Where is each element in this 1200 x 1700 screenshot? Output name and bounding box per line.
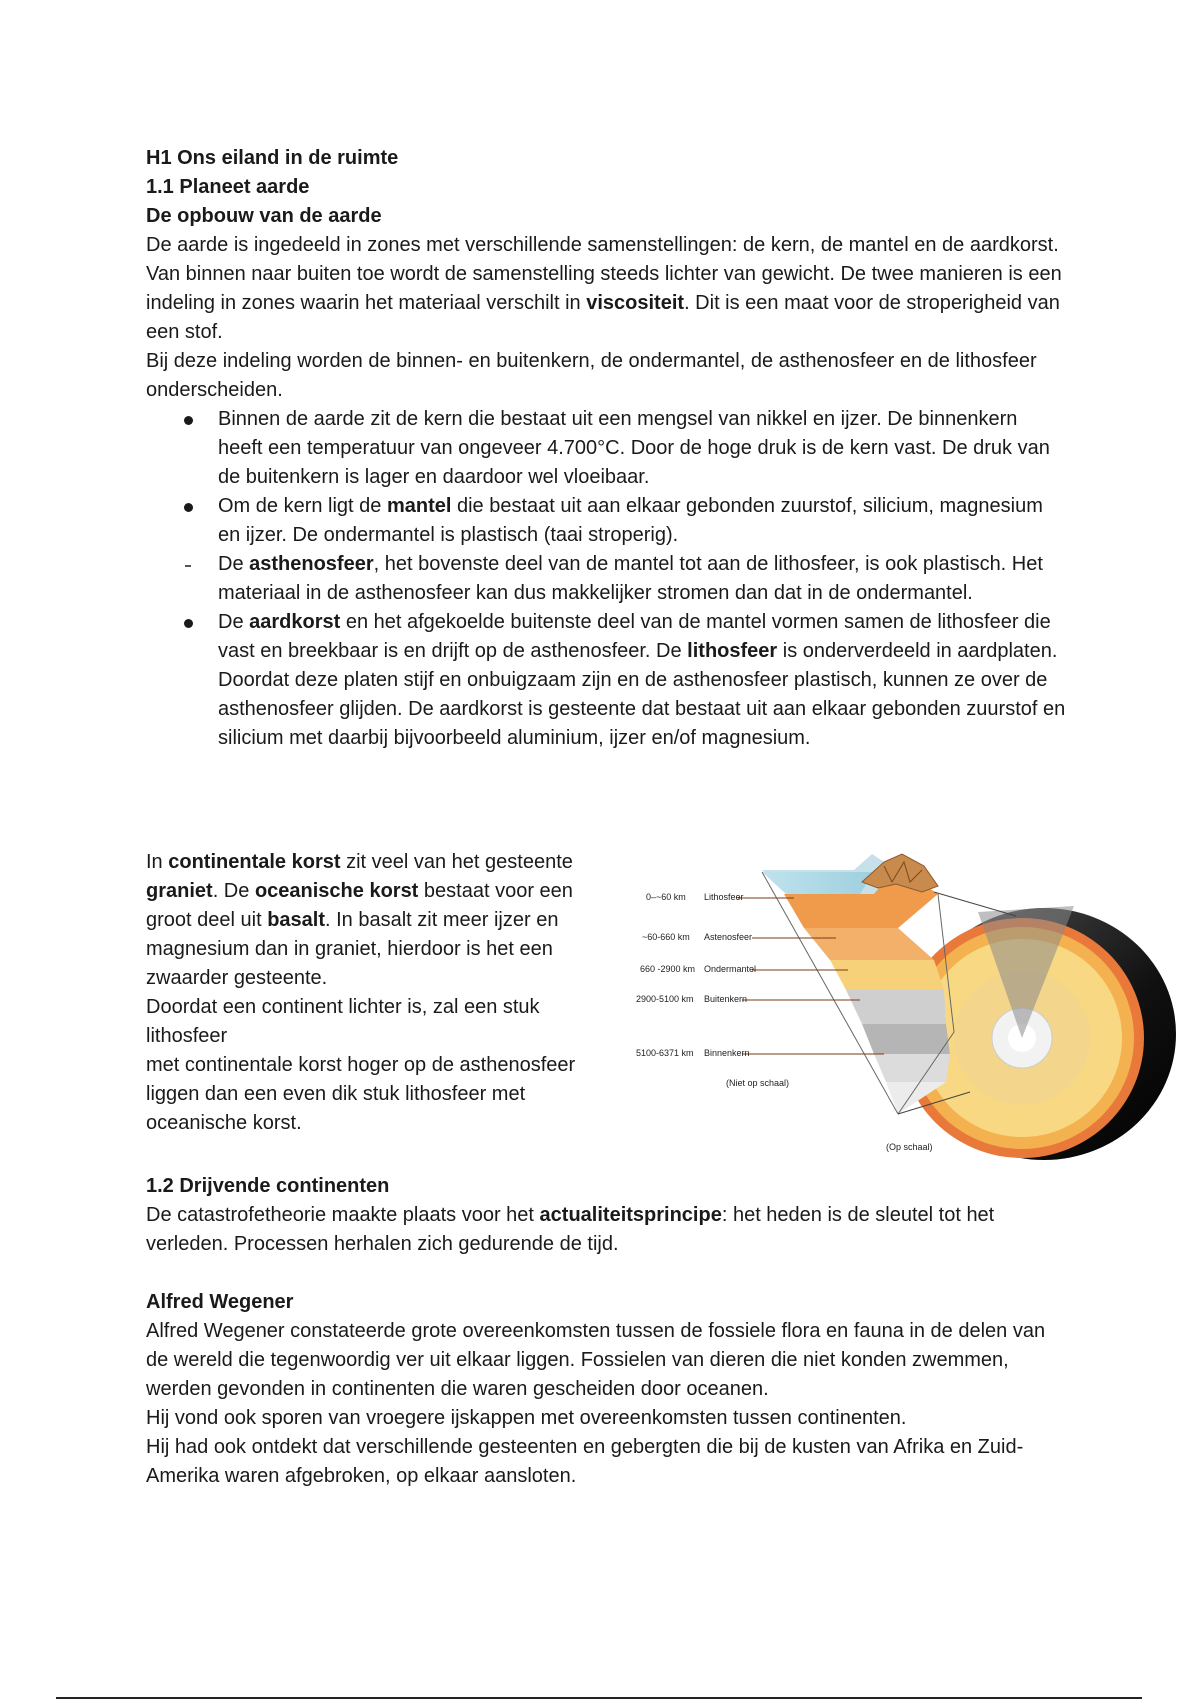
- subheading-opbouw: De opbouw van de aarde: [146, 205, 382, 227]
- text-run: . De: [212, 880, 255, 902]
- text-run: zit veel van het gesteente: [340, 851, 573, 873]
- paragraph-wegener-3: Hij had ook ontdekt dat verschillende gesteenten en gebergten die bij de kusten van Afrika en Zuid-Amerika waren afgebroken, op elkaar aansloten.: [146, 1436, 1024, 1487]
- crust-section: [146, 848, 616, 1138]
- earth-layers-figure: [634, 852, 1180, 1162]
- section-title-1-2: 1.2 Drijvende continenten: [146, 1175, 390, 1197]
- text-run: Om de kern ligt de: [218, 495, 387, 517]
- layer-name-label: Astenosfeer: [704, 932, 753, 942]
- list-item: [146, 492, 1066, 550]
- document-body: [146, 144, 1066, 753]
- bold-term-graniet: graniet: [146, 880, 213, 902]
- list-item: [146, 608, 1066, 753]
- layer-depth-label: 660 -2900 km: [640, 964, 696, 974]
- paragraph-wegener-1: Alfred Wegener constateerde grote overeenkomsten tussen de fossiele flora en fauna in de delen van de wereld die tegenwoordig ver uit elkaar liggen. Fossielen van dieren die niet konden zwemmen, werden gevonden in continenten die waren gescheiden door oceanen.: [146, 1320, 1046, 1400]
- text-run: De: [218, 611, 250, 633]
- text-run: . Dit is een maat voor de stroperigheid van een stof.: [146, 292, 1060, 343]
- bold-term-basalt: basalt: [267, 909, 326, 931]
- text-run: bestaat voor een groot deel uit: [146, 880, 573, 931]
- text-run: is onderverdeeld in aardplaten. Doordat deze platen stijf en onbuigzaam zijn en de asthenosfeer plastisch, kunnen ze over de asthenosfeer glijden. De aardkorst is gesteente dat bestaat uit aan elkaar gebonden zuurstof en silicium met daarbij bijvoorbeeld aluminium, ijzer en/of magnesium.: [218, 640, 1066, 749]
- paragraph-indeling: Bij deze indeling worden de binnen- en buitenkern, de ondermantel, de asthenosfeer en de lithosfeer onderscheiden.: [146, 350, 1037, 401]
- bold-term-mantel: mantel: [386, 495, 452, 517]
- bold-term-viscositeit: viscositeit: [586, 292, 685, 314]
- text-run: , het bovenste deel van de mantel tot aan de lithosfeer, is ook plastisch. Het materiaal in de asthenosfeer kan dus makkelijker stromen dan dat in de ondermantel.: [218, 553, 1043, 604]
- text-run: De catastrofetheorie maakte plaats voor het: [146, 1204, 540, 1226]
- layer-depth-label: 0–~60 km: [646, 892, 686, 902]
- not-to-scale-label: (Niet op schaal): [726, 1078, 790, 1088]
- page-bottom-rule: [56, 1697, 1142, 1699]
- spacer: [146, 1259, 1066, 1288]
- layer-depth-label: 5100-6371 km: [636, 1048, 694, 1058]
- bold-term-lithosfeer: lithosfeer: [687, 640, 778, 662]
- section-title-1-1: 1.1 Planeet aarde: [146, 176, 310, 198]
- layer-name-label: Buitenkern: [704, 994, 748, 1004]
- paragraph-zones: [146, 231, 1066, 347]
- layer-list: [146, 405, 1066, 753]
- layer-name-label: Binnenkern: [704, 1048, 750, 1058]
- text-run: en het afgekoelde buitenste deel van de mantel vormen samen de lithosfeer die vast en breekbaar is en drijft op de asthenosfeer. De: [218, 611, 1051, 662]
- layer-depth-label: 2900-5100 km: [636, 994, 694, 1004]
- drifting-continents-section: [146, 1172, 1066, 1491]
- bold-term-asthenosfeer: asthenosfeer: [249, 553, 374, 575]
- bold-term-actualiteitsprincipe: actualiteitsprincipe: [539, 1204, 722, 1226]
- subheading-wegener: Alfred Wegener: [146, 1291, 294, 1313]
- layer-depth-label: ~60-660 km: [642, 932, 690, 942]
- paragraph-continent: Doordat een continent lichter is, zal een stuk lithosfeer: [146, 996, 540, 1047]
- text-run: De aarde is ingedeeld in zones met verschillende samenstellingen: de kern, de mantel en de aardkorst. Van binnen naar buiten toe wordt de samenstelling steeds lichter van gewicht. De twee manieren is een indeling in zones waarin het materiaal verschilt in: [146, 234, 1062, 314]
- text-run: . In basalt zit meer ijzer en magnesium dan in graniet, hierdoor is het een zwaarder gesteente.: [146, 909, 559, 989]
- bold-term-aardkorst: aardkorst: [249, 611, 341, 633]
- bold-term-oceanische-korst: oceanische korst: [254, 880, 419, 902]
- text-run: die bestaat uit aan elkaar gebonden zuurstof, silicium, magnesium en ijzer. De ondermantel is plastisch (taai stroperig).: [218, 495, 1043, 546]
- list-item: [146, 405, 1066, 492]
- list-item-text: Binnen de aarde zit de kern die bestaat uit een mengsel van nikkel en ijzer. De binnenkern heeft een temperatuur van ongeveer 4.700°C. Door de hoge druk is de kern vast. De druk van de buitenkern is lager en daardoor wel vloeibaar.: [218, 408, 1050, 488]
- paragraph-catastrofe: [146, 1201, 1066, 1259]
- earth-layers-diagram: [634, 852, 1180, 1162]
- list-item: [146, 550, 1066, 608]
- paragraph-wegener-2: Hij vond ook sporen van vroegere ijskappen met overeenkomsten tussen continenten.: [146, 1407, 907, 1429]
- layer-name-label: Ondermantel: [704, 964, 757, 974]
- paragraph-continent-2: met continentale korst hoger op de asthenosfeer liggen dan een even dik stuk lithosfeer met oceanische korst.: [146, 1054, 576, 1134]
- paragraph-korst: [146, 848, 616, 993]
- text-run: In: [146, 851, 169, 873]
- text-run: De: [218, 553, 250, 575]
- to-scale-label: (Op schaal): [886, 1142, 933, 1152]
- text-run: : het heden is de sleutel tot het verleden. Processen herhalen zich gedurende de tijd.: [146, 1204, 995, 1255]
- chapter-title: H1 Ons eiland in de ruimte: [146, 147, 399, 169]
- bold-term-continentale-korst: continentale korst: [168, 851, 341, 873]
- layer-name-label: Lithosfeer: [704, 892, 744, 902]
